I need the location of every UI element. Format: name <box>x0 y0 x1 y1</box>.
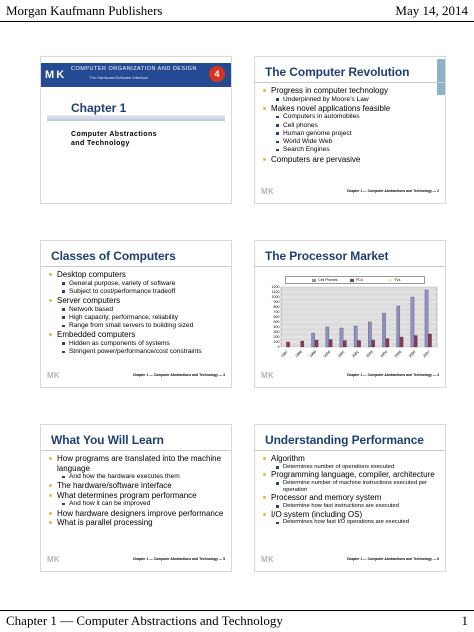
sub-bullet: And how it can be improved <box>49 500 225 508</box>
x-tick-label: 2007 <box>422 349 431 359</box>
sub-bullet: Range from small servers to building sized <box>49 322 225 330</box>
footer-text: Chapter 1 — Computer Abstractions and Technology — 5 <box>132 557 225 561</box>
header-rule <box>0 21 474 22</box>
slide-heading: Understanding Performance <box>265 433 424 447</box>
sub-bullet: Determine how fast instructions are executed <box>263 503 439 510</box>
sub-bullet: World Wide Web <box>263 138 439 146</box>
x-tick-label: 2005 <box>393 349 403 359</box>
bar <box>372 340 375 347</box>
bar <box>411 297 414 347</box>
sub-bullet: Hidden as components of systems <box>49 340 225 348</box>
footer-logo: M K <box>261 555 273 564</box>
x-tick-label: 1999 <box>308 349 318 359</box>
x-tick-label: 2001 <box>337 349 346 359</box>
sub-bullet: Human genome project <box>263 130 439 138</box>
bar <box>301 341 304 347</box>
y-tick-label: 600 <box>273 315 280 320</box>
bullet: The hardware/software interface <box>49 481 225 491</box>
bullet: Algorithm <box>263 454 439 464</box>
edition-badge: 4 <box>209 66 225 82</box>
slide-footer <box>41 365 231 387</box>
sub-bullet: Subject to cost/performance tradeoff <box>49 288 225 296</box>
date: May 14, 2014 <box>395 3 468 18</box>
y-tick-label: 200 <box>273 335 280 340</box>
chapter-subtitle: Computer Abstractions and Technology <box>71 131 157 147</box>
heading-rule <box>255 266 445 267</box>
bar <box>326 327 329 347</box>
bar <box>425 290 428 347</box>
slide-heading: What You Will Learn <box>51 433 164 447</box>
heading-rule <box>41 450 231 451</box>
publisher-logo: M K <box>45 69 64 81</box>
bar <box>382 313 385 347</box>
bar <box>397 306 400 347</box>
footer-logo: M K <box>261 187 273 196</box>
x-tick-label: 2006 <box>407 349 417 359</box>
legend-swatch <box>388 279 392 282</box>
chapter-footer: Chapter 1 — Computer Abstractions and Technology <box>6 613 283 628</box>
x-tick-label: 2000 <box>322 349 332 359</box>
legend-swatch <box>312 279 316 282</box>
bullet: Programming language, compiler, architecture <box>263 470 439 480</box>
slide-body <box>49 454 225 528</box>
publisher: Morgan Kaufmann Publishers <box>6 3 163 18</box>
slide-footer <box>255 549 445 571</box>
footer-text: Chapter 1 — Computer Abstractions and Technology — 2 <box>346 189 439 193</box>
chart-legend <box>285 276 425 284</box>
y-tick-label: 800 <box>273 305 280 310</box>
bullet: Processor and memory system <box>263 493 439 503</box>
y-tick-label: 300 <box>273 330 280 335</box>
bar <box>343 341 346 348</box>
legend-label: Cell Phones <box>318 278 338 282</box>
sub-bullet: Stringent power/performance/cost constraints <box>49 348 225 356</box>
bullet: Progress in computer technology <box>263 86 439 96</box>
slide-body <box>263 86 439 164</box>
page-number: 1 <box>461 613 468 628</box>
footer-text: Chapter 1 — Computer Abstractions and Technology — 4 <box>346 373 439 377</box>
bar <box>329 340 332 348</box>
sub-bullet: Search Engines <box>263 146 439 154</box>
bar <box>340 328 343 347</box>
sub-bullet: Determine number of machine instructions executed per operation <box>263 480 439 494</box>
y-tick-label: 100 <box>273 340 280 345</box>
y-tick-label: 1200 <box>271 285 280 290</box>
sub-bullet: Underpinned by Moore’s Law <box>263 96 439 104</box>
sub-bullet: Determines number of operations executed <box>263 464 439 471</box>
slide-body <box>49 270 225 357</box>
footer-text: Chapter 1 — Computer Abstractions and Technology — 6 <box>346 557 439 561</box>
sub-bullet: Cell phones <box>263 122 439 130</box>
chapter-title-band <box>47 115 225 121</box>
legend-item <box>312 278 337 282</box>
sub-bullet: Computers in automobiles <box>263 113 439 121</box>
bar <box>386 339 389 348</box>
sub-bullet: Determines how fast I/O operations are executed <box>263 519 439 526</box>
slide-footer <box>41 549 231 571</box>
y-tick-label: 500 <box>273 320 280 325</box>
bullet: Makes novel applications feasible <box>263 104 439 114</box>
x-tick-label: 1998 <box>294 349 303 359</box>
y-tick-label: 0 <box>277 345 280 350</box>
bullet: How hardware designers improve performance <box>49 509 225 519</box>
legend-swatch <box>350 279 354 282</box>
bar <box>354 326 357 347</box>
y-tick-label: 400 <box>273 325 280 330</box>
slide-what-you-will-learn <box>40 424 232 572</box>
book-subtitle: The Hardware/Software Interface <box>89 75 148 80</box>
bar <box>414 336 417 348</box>
slide-heading: The Computer Revolution <box>265 65 410 79</box>
footer-logo: M K <box>47 555 59 564</box>
x-tick-label: 1997 <box>280 349 289 359</box>
bar <box>311 333 314 347</box>
page-footer <box>6 613 468 629</box>
slide-body <box>263 454 439 526</box>
book-banner <box>41 63 231 87</box>
bullet: What determines program performance <box>49 491 225 501</box>
bar <box>315 340 318 347</box>
bar <box>428 334 431 347</box>
legend-label: PCs <box>356 278 363 282</box>
sub-bullet: Network based <box>49 306 225 314</box>
slide-footer <box>255 365 445 387</box>
slide-heading: Classes of Computers <box>51 249 176 263</box>
slide-understanding-performance <box>254 424 446 572</box>
heading-rule <box>41 266 231 267</box>
bullet: What is parallel processing <box>49 518 225 528</box>
bullet: How programs are translated into the machine language <box>49 454 225 473</box>
bar <box>368 322 371 347</box>
y-tick-label: 1000 <box>271 295 280 300</box>
bullet: Desktop computers <box>49 270 225 280</box>
slide-classes-of-computers <box>40 240 232 388</box>
heading-rule <box>255 82 445 83</box>
slide-footer <box>255 181 445 203</box>
y-tick-label: 900 <box>273 300 280 305</box>
footer-logo: M K <box>47 371 59 380</box>
slide-computer-revolution <box>254 56 446 204</box>
footer-logo: M K <box>261 371 273 380</box>
page-header <box>6 3 468 19</box>
bar <box>286 342 289 347</box>
legend-item <box>388 278 400 282</box>
chapter-title: Chapter 1 <box>71 101 127 115</box>
legend-item <box>350 278 363 282</box>
x-tick-label: 2002 <box>351 349 360 359</box>
heading-rule <box>255 450 445 451</box>
footer-text: Chapter 1 — Computer Abstractions and Technology — 3 <box>132 373 225 377</box>
slide-heading: The Processor Market <box>265 249 389 263</box>
bullet: Embedded computers <box>49 330 225 340</box>
y-tick-label: 700 <box>273 310 280 315</box>
slide-processor-market <box>254 240 446 388</box>
bar <box>357 341 360 348</box>
slide-title <box>40 56 232 204</box>
sub-bullet: And how the hardware executes them <box>49 473 225 481</box>
y-tick-label: 1100 <box>271 290 280 295</box>
bullet: Server computers <box>49 296 225 306</box>
bullet: Computers are pervasive <box>263 155 439 165</box>
x-tick-label: 2004 <box>379 349 389 359</box>
x-tick-label: 2003 <box>365 349 374 359</box>
book-title: COMPUTER ORGANIZATION AND DESIGN <box>71 66 197 72</box>
legend-label: TVs <box>394 278 401 282</box>
sub-bullet: General purpose, variety of software <box>49 280 225 288</box>
processor-market-chart <box>265 285 439 363</box>
bar <box>400 337 403 347</box>
footer-rule <box>0 610 474 611</box>
sub-bullet: High capacity, performance, reliability <box>49 314 225 322</box>
bullet: I/O system (including OS) <box>263 510 439 520</box>
